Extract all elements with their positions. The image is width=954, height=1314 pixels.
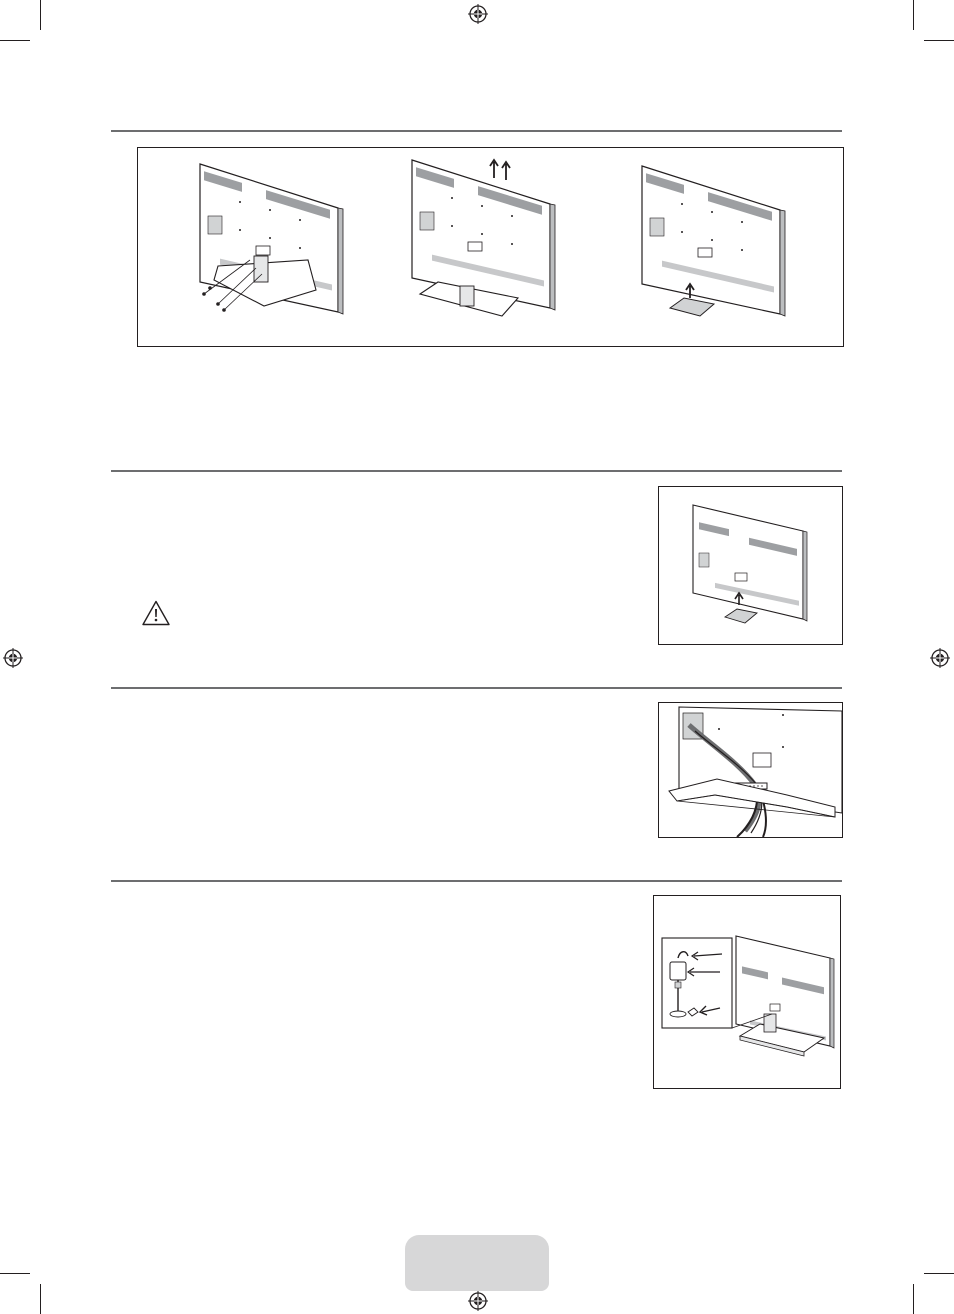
registration-crosshair-icon <box>930 648 950 668</box>
section-rule <box>111 880 842 882</box>
warning-triangle-icon <box>142 600 170 626</box>
stand-guide-figure <box>658 486 843 645</box>
section-rule <box>111 470 842 472</box>
cable-holder-figure <box>658 702 843 838</box>
section-rule <box>111 130 842 132</box>
page-number-tab <box>405 1235 549 1291</box>
section-rule <box>111 687 842 689</box>
registration-crosshair-icon <box>3 648 23 668</box>
fixing-figure <box>653 895 841 1089</box>
stand-removal-figure <box>137 147 844 347</box>
registration-crosshair-icon <box>468 4 488 24</box>
registration-crosshair-icon <box>468 1291 488 1311</box>
